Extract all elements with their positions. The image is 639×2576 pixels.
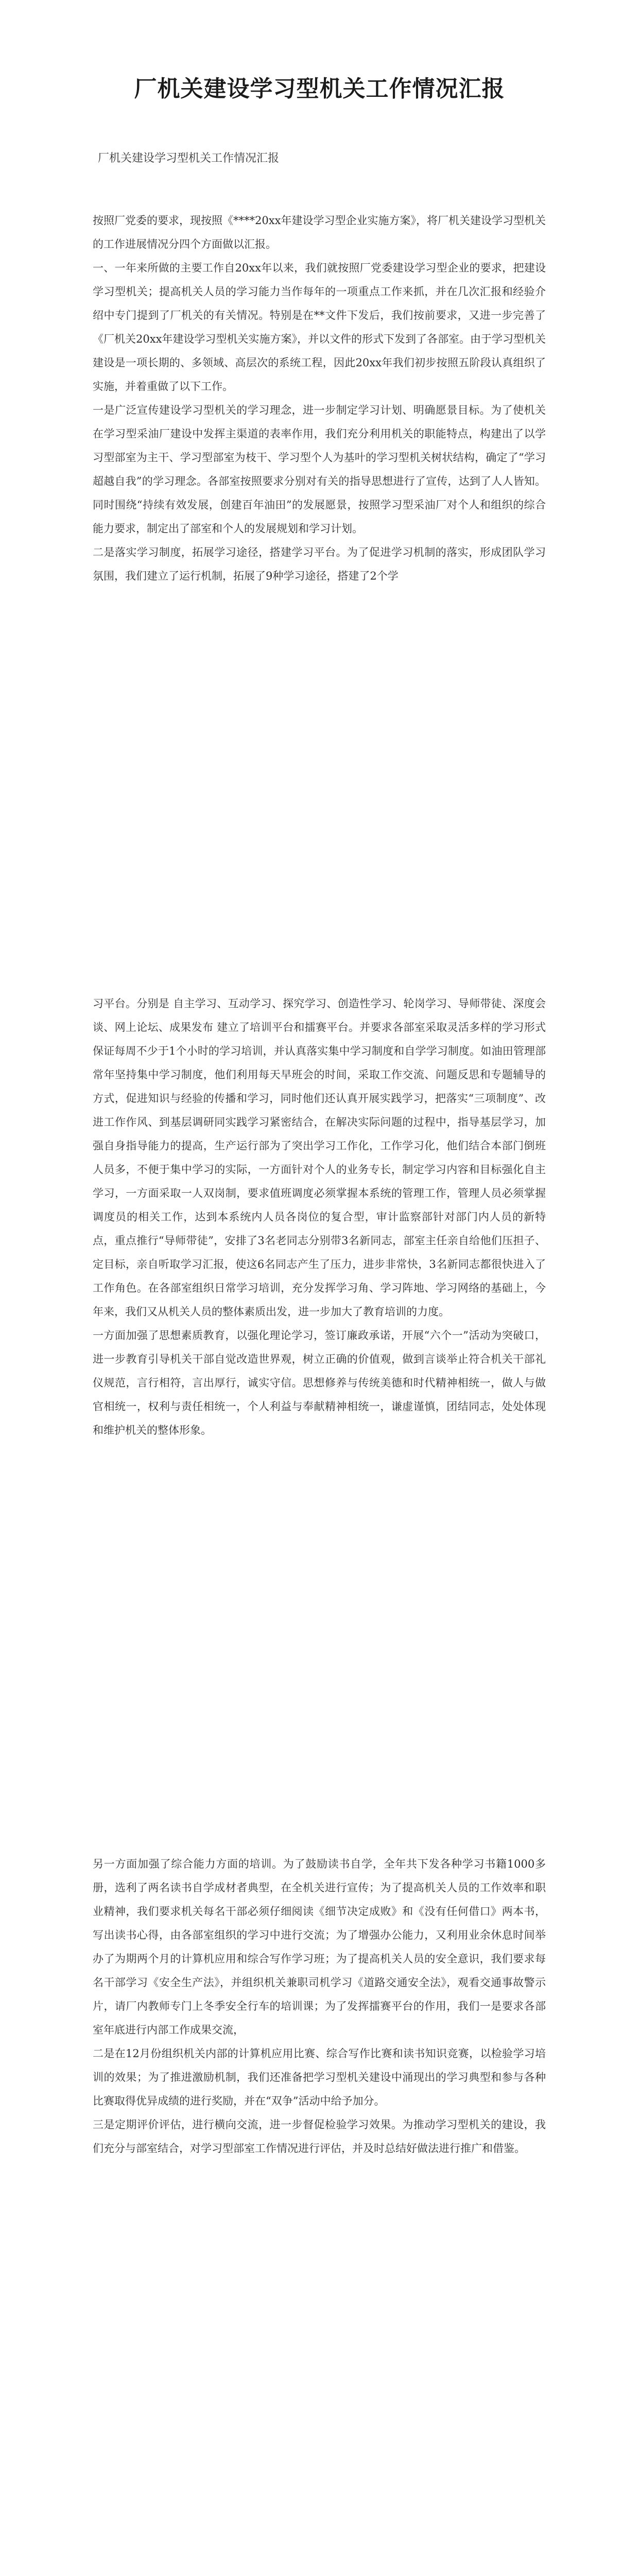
paragraph-intro: 按照厂党委的要求，现按照《****20xx年建设学习型企业实施方案》，将厂机关建设学习型机关的工作进展情况分四个方面做以汇报。 — [93, 214, 546, 250]
paragraph-learning-platforms: 习平台。分别是 自主学习、互动学习、探究学习、创造性学习、轮岗学习、导师带徒、深度会谈、网上论坛、成果发布 建立了培训平台和擂赛平台。并要求各部室采取灵活多样的学习形式保证每周不少于1个小时的学习培训，并认真落实集中学习制度和自学学习制度。如油田管理部常年坚持集中学习制度，他们利用每天早班会的时间，采取工作交流、问题反思和专题辅导的方式，促进知识与经验的传播和学习，同时他们还认真开展实践学习，把落实“三项制度”、改进工作作风、到基层调研同实践学习紧密结合，在解决实际问题的过程中，指导基层学习，加强自身指导能力的提高，生产运行部为了突出学习工作化，工作学习化，他们结合本部门倒班人员多，不便于集中学习的实际，一方面针对个人的业务专长，制定学习内容和目标强化自主学习，一方面采取一人双岗制，要求值班调度必须掌握本系统的管理工作，管理人员必须掌握调度员的相关工作，达到本系统内人员各岗位的复合型，审计监察部针对部门内人员的新特点，重点推行“导师带徒”，安排了3名老同志分别带3名新同志，部室主任亲自给他们压担子、定目标，亲自听取学习汇报，使这6名同志产生了压力，进步非常快，3名新同志都很快进入了工作角色。在各部室组织日常学习培训，充分发挥学习角、学习阵地、学习网络的基础上，今年来，我们又从机关人员的整体素质出发，进一步加大了教育培训的力度。 — [93, 997, 546, 1318]
document-subtitle: 厂机关建设学习型机关工作情况汇报 — [98, 152, 280, 165]
paragraph-main-work: 一、一年来所做的主要工作自20xx年以来，我们就按照厂党委建设学习型企业的要求，把建设学习型机关；提高机关人员的学习能力当作每年的一项重点工作来抓，并在几次汇报和经验介绍中专门提到了厂机关的有关情况。特别是在**文件下发后，我们按前要求，又进一步完善了《厂机关20xx年建设学习型机关实施方案》，并以文件的形式下发到了各部室。由于学习型机关建设是一项长期的、多领域、高层次的系统工程，因此20xx年我们初步按照五阶段认真组织了实施，并着重做了以下工作。 — [93, 262, 546, 393]
section-1 — [93, 209, 546, 588]
paragraph-point-two: 二是落实学习制度，拓展学习途径，搭建学习平台。为了促进学习机制的落实，形成团队学习氛围，我们建立了运行机制，拓展了9种学习途径，搭建了2个学 — [93, 546, 546, 582]
section-2 — [93, 992, 546, 1442]
section-3 — [93, 1852, 546, 2160]
paragraph-competitions: 二是在12月份组织机关内部的计算机应用比赛、综合写作比赛和读书知识竞赛，以检验学习培训的效果；为了推进激励机制，我们还准备把学习型机关建设中涌现出的学习典型和参与各种比赛取得优异成绩的进行奖励，并在“双争”活动中给予加分。 — [93, 2047, 546, 2107]
paragraph-point-one: 一是广泛宣传建设学习型机关的学习理念，进一步制定学习计划、明确愿景目标。为了使机关在学习型采油厂建设中发挥主渠道的表率作用，我们充分利用机关的职能特点，构建出了以学习型部室为主干、学习型部室为枝干、学习型个人为基叶的学习型机关树状结构，确定了“学习超越自我”的学习理念。各部室按照要求分别对有关的指导思想进行了宣传，达到了人人皆知。同时围绕“持续有效发展，创建百年油田”的发展愿景，按照学习型采油厂对个人和组织的综合能力要求，制定出了部室和个人的发展规划和学习计划。 — [93, 404, 546, 535]
paragraph-capability-training: 另一方面加强了综合能力方面的培训。为了鼓励读书自学，全年共下发各种学习书籍1000多册，选利了两名读书自学成材者典型，在全机关进行宣传；为了提高机关人员的工作效率和职业精神，我们要求机关每名干部必须仔细阅读《细节决定成败》和《没有任何借口》两本书，写出读书心得，由各部室组织的学习中进行交流；为了增强办公能力，又利用业余休息时间举办了为期两个月的计算机应用和综合写作学习班；为了提高机关人员的安全意识，我们要求每名干部学习《安全生产法》，并组织机关兼职司机学习《道路交通安全法》，观看交通事故警示片，请厂内教师专门上冬季安全行车的培训课；为了发挥擂赛平台的作用，我们一是要求各部室年底进行内部工作成果交流， — [93, 1858, 546, 2036]
paragraph-evaluation: 三是定期评价评估，进行横向交流，进一步督促检验学习效果。为推动学习型机关的建设，我们充分与部室结合，对学习型部室工作情况进行评估，并及时总结好做法进行推广和借鉴。 — [93, 2119, 546, 2155]
document-title: 厂机关建设学习型机关工作情况汇报 — [134, 76, 505, 102]
paragraph-ideology-education: 一方面加强了思想素质教育，以强化理论学习，签订廉政承诺，开展“六个一”活动为突破口，进一步教育引导机关干部自觉改造世界观，树立正确的价值观，做到言谈举止符合机关干部礼仪规范，言行相符，言出厚行，诚实守信。思想修养与传统美德和时代精神相统一，做人与做官相统一，权利与责任相统一，个人利益与奉献精神相统一，谦虚谨慎，团结同志，处处体现和维护机关的整体形象。 — [93, 1329, 546, 1436]
